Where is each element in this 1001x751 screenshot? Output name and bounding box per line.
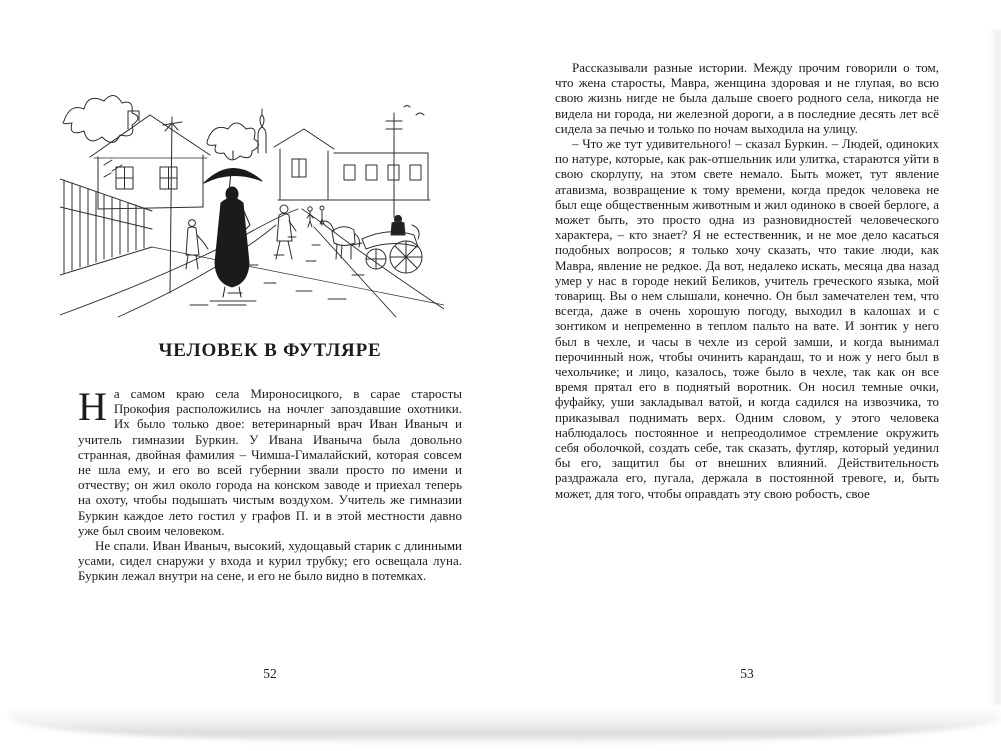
fence — [60, 179, 152, 275]
carriage — [352, 215, 422, 273]
right-page-text — [555, 60, 939, 501]
figure-with-umbrella — [204, 151, 262, 297]
paragraph: Не спали. Иван Иваныч, высокий, худощавый старик с длинными усами, сидел снаружи у входа и курил трубку; его освещала луна. Буркин лежал внутри на сене, и его не было видно в потемках. — [78, 538, 462, 584]
illustration-svg — [60, 58, 444, 320]
tree-left — [63, 95, 138, 142]
bell-tower — [258, 109, 266, 153]
paragraph: Рассказывали разные истории. Между прочим говорили о том, что жена старосты, Мавра, женщина здоровая и не глупая, во всю свою жизнь нигде не была дальше своего родного села, никогда не видела ни города, ни железной дороги, а в последние десять лет всё сидела за печью и только по ночам выходила на улицу. — [555, 60, 939, 136]
street-scene-illustration — [60, 58, 444, 320]
page-number-right: 53 — [740, 666, 754, 681]
page-right — [500, 0, 1001, 751]
figure-by-fence — [186, 220, 208, 269]
walking-figure — [276, 205, 296, 259]
paragraph: – Что же тут удивительного! – сказал Буркин. – Людей, одиноких по натуре, которые, как рак-отшельник или улитка, стараются уйти в свою скорлупу, на этом свете немало. Быть может, тут явление атавизма, возвращение к тому времени, когда предок человека не был еще общественным животным и жил одиноко в своей берлоге, а может быть, это просто одна из разновидностей человеческого характера, – кто знает? Я не естественник, и не мое дело касаться подобных вопросов; я только хочу сказать, что такие люди, как Мавра, явление не редкое. Да вот, недалеко искать, месяца два назад умер у нас в городе некий Беликов, учитель греческого языка, мой товарищ. Вы о нем слышали, конечно. Он был замечателен тем, что всегда, даже в очень хорошую погоду, выходил в калошах и с зонтиком и непременно в теплом пальто на вате. И зонтик у него был в чехле, и часы в чехле из серой замши, и когда вынимал перочинный нож, чтобы очинить карандаш, то и нож у него был в чехольчике; и лицо, казалось, тоже было в чехле, так как он все время прятал его в поднятый воротник. Он носил темные очки, фуфайку, уши закладывал ватой, и когда садился на извозчика, то приказывал поднимать верх. Одним словом, у этого человека наблюдалось постоянное и непреодолимое стремление окружить себя оболочкой, создать себе, так сказать, футляр, который уединил бы его, защитил бы от внешних влияний. Действительность раздражала его, пугала, держала в постоянной тревоге, и, быть может, для того, чтобы оправдать эту свою робость, свое — [555, 136, 939, 501]
buildings-right — [274, 129, 430, 200]
paragraph-opening — [78, 386, 462, 538]
left-page-text — [78, 386, 462, 584]
paragraph-opening-text: а самом краю села Мироносицкого, в сарае старосты Прокофия расположились на ночлег запоздавшие охотники. Их было только двое: ветеринарный врач Иван Иваныч и учитель гимназии Буркин. У Ивана Иваныча была довольно странная, двойная фамилия – Чимша-Гималайский, которая совсем не шла ему, и его во всей губернии звали просто по имени и отчеству; он жил около города на конском заводе и приехал теперь на охоту, чтобы подышать чистым воздухом. Учитель же гимназии Буркин каждое лето гостил у графов П. и в этой местности давно уже был своим человеком. — [78, 386, 462, 538]
chapter-title: ЧЕЛОВЕК В ФУТЛЯРЕ — [158, 340, 382, 361]
street — [60, 209, 444, 317]
birds — [404, 106, 424, 116]
house-left — [90, 111, 210, 209]
drop-cap: Н — [78, 384, 107, 429]
page-left — [0, 0, 500, 751]
page-number-left: 52 — [263, 666, 277, 681]
